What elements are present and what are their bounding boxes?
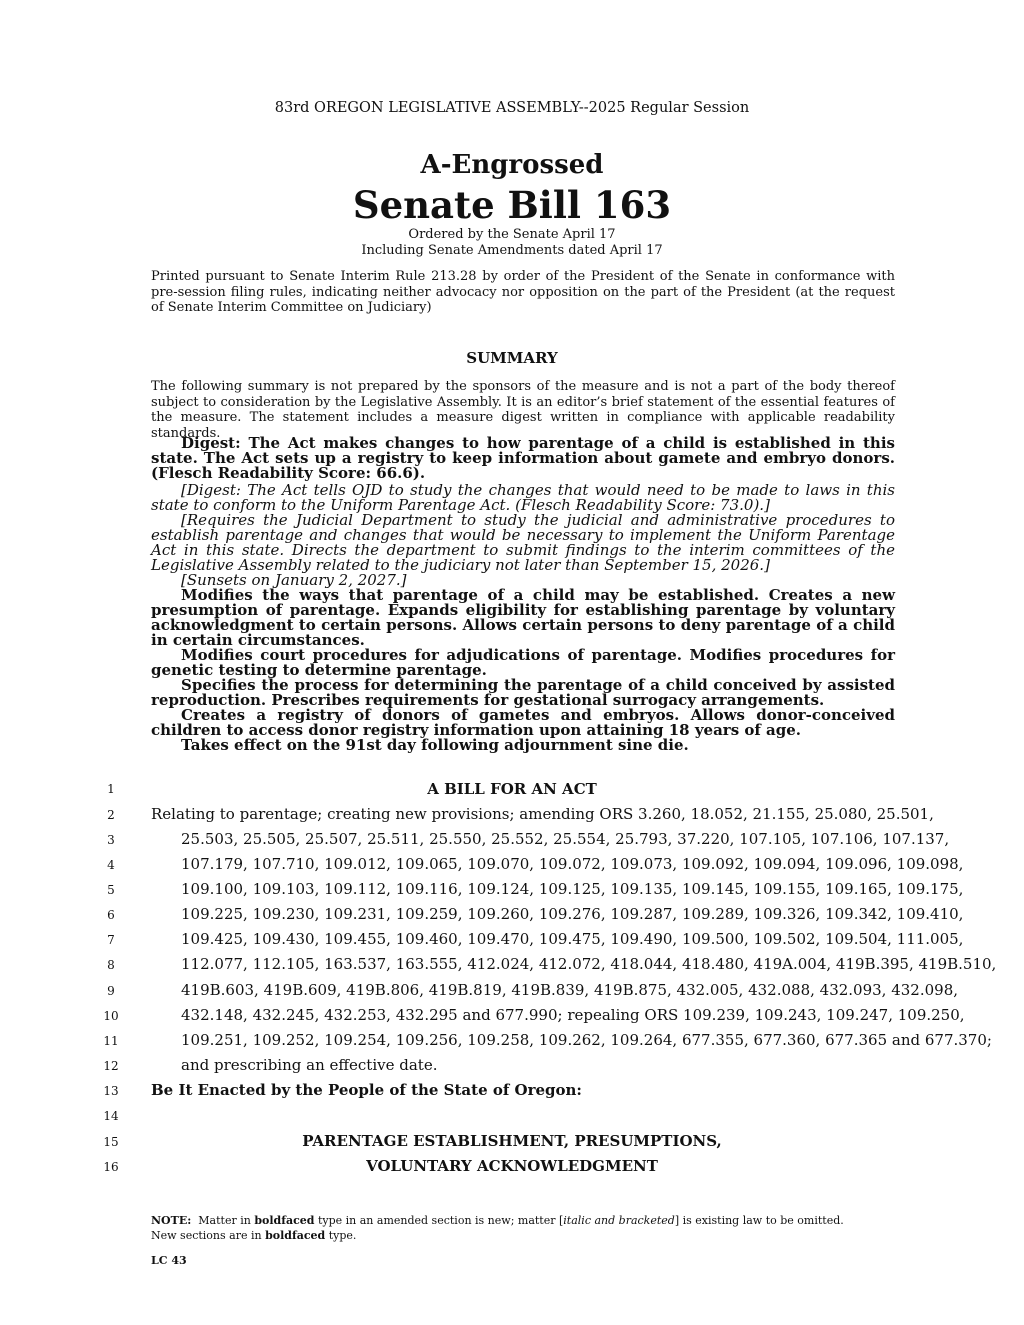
line-number: 2 bbox=[107, 808, 115, 822]
line-number: 6 bbox=[107, 908, 115, 922]
line-number: 15 bbox=[103, 1135, 119, 1149]
engrossed-label: A-Engrossed bbox=[420, 150, 604, 180]
requires-old: [Requires the Judicial Department to study the judicial and administrative procedures to establish parentage and changes that would be necessary to implement the Uniform Parentage Act in this state. Directs the department to submit findings to the interim committees of the Legislative Assembly related to the judiciary not later than September 15, 2026.] bbox=[151, 511, 895, 574]
sunsets-old: [Sunsets on January 2, 2027.] bbox=[181, 571, 407, 589]
bill-line: 112.077, 112.105, 163.537, 163.555, 412.024, 412.072, 418.044, 418.480, 419A.004, 419B.395, 419B.510, bbox=[181, 955, 997, 973]
summary-point-4: Creates a registry of donors of gametes and embryos. Allows donor-conceived children to access donor registry information upon attaining 18 years of age. bbox=[151, 706, 895, 739]
line-number: 7 bbox=[107, 933, 115, 947]
note-label: NOTE: bbox=[151, 1214, 192, 1227]
session-header: 83rd OREGON LEGISLATIVE ASSEMBLY--2025 Regular Session bbox=[274, 100, 750, 116]
bill-line: 107.179, 107.710, 109.012, 109.065, 109.070, 109.072, 109.073, 109.092, 109.094, 109.096, 109.098, bbox=[181, 855, 964, 873]
bill-line: 109.425, 109.430, 109.455, 109.460, 109.470, 109.475, 109.490, 109.500, 109.502, 109.504, 111.005, bbox=[181, 930, 964, 948]
bill-line: 25.503, 25.505, 25.507, 25.511, 25.550, 25.552, 25.554, 25.793, 37.220, 107.105, 107.106, 107.137, bbox=[181, 830, 950, 848]
lc-number: LC 43 bbox=[151, 1254, 187, 1267]
summary-point-2: Modifies court procedures for adjudications of parentage. Modifies procedures for genetic testing to determine parentage. bbox=[151, 646, 895, 679]
bill-line: and prescribing an effective date. bbox=[181, 1056, 438, 1074]
bill-title: Senate Bill 163 bbox=[352, 183, 672, 227]
enacting-clause: Be It Enacted by the People of the State of Oregon: bbox=[151, 1081, 582, 1099]
line-number: 10 bbox=[103, 1009, 119, 1023]
digest-old: [Digest: The Act tells OJD to study the changes that would need to be made to laws in this state to conform to the Uniform Parentage Act. (Flesch Readability Score: 73.0).] bbox=[151, 481, 895, 514]
line-number: 16 bbox=[103, 1160, 119, 1174]
printed-pursuant-text: Printed pursuant to Senate Interim Rule 213.28 by order of the President of the Senate in conformance with pre-session filing rules, indicating neither advocacy nor opposition on the part of the President (at the request of Senate Interim Committee on Judiciary) bbox=[151, 269, 895, 315]
bill-line: 432.148, 432.245, 432.253, 432.295 and 677.990; repealing ORS 109.239, 109.243, 109.247, 109.250, bbox=[181, 1006, 965, 1024]
ordered-line: Ordered by the Senate April 17 bbox=[408, 227, 616, 242]
line-number: 1 bbox=[107, 782, 115, 796]
line-number: 3 bbox=[107, 833, 115, 847]
including-line: Including Senate Amendments dated April 17 bbox=[361, 243, 663, 258]
line-number: 13 bbox=[103, 1084, 119, 1098]
summary-point-1: Modifies the ways that parentage of a child may be established. Creates a new presumption of parentage. Expands eligibility for establishing parentage by voluntary acknowledgment to certain persons. Allows certain persons to deny parentage of a child in certain circumstances. bbox=[151, 586, 895, 649]
bill-line: 419B.603, 419B.609, 419B.806, 419B.819, 419B.839, 419B.875, 432.005, 432.088, 432.093, 432.098, bbox=[181, 981, 959, 999]
line-number: 11 bbox=[103, 1034, 119, 1048]
section-heading: VOLUNTARY ACKNOWLEDGMENT bbox=[366, 1157, 658, 1175]
digest-new: Digest: The Act makes changes to how parentage of a child is established in this state. The Act sets up a registry to keep information about gamete and embryo donors. (Flesch Readability Score: 66.6). bbox=[151, 434, 895, 482]
bill-line: 109.251, 109.252, 109.254, 109.256, 109.258, 109.262, 109.264, 677.355, 677.360, 677.365 and 677.370; bbox=[181, 1031, 992, 1049]
bill-heading: A BILL FOR AN ACT bbox=[427, 780, 597, 798]
bill-line: 109.100, 109.103, 109.112, 109.116, 109.124, 109.125, 109.135, 109.145, 109.155, 109.165, 109.175, bbox=[181, 880, 964, 898]
bill-line: Relating to parentage; creating new provisions; amending ORS 3.260, 18.052, 21.155, 25.080, 25.501, bbox=[151, 805, 934, 823]
line-number: 5 bbox=[107, 883, 115, 897]
bill-line: 109.225, 109.230, 109.231, 109.259, 109.260, 109.276, 109.287, 109.289, 109.326, 109.342, 109.410, bbox=[181, 905, 964, 923]
editorial-note: NOTE: Matter in boldfaced type in an amended section is new; matter [italic and bracketed] is existing law to be omitted. New sections are in boldfaced type. bbox=[151, 1214, 844, 1242]
summary-heading: SUMMARY bbox=[466, 349, 558, 367]
section-heading: PARENTAGE ESTABLISHMENT, PRESUMPTIONS, bbox=[302, 1132, 722, 1150]
line-number: 14 bbox=[103, 1109, 119, 1123]
summary-point-3: Specifies the process for determining the parentage of a child conceived by assisted reproduction. Prescribes requirements for gestational surrogacy arrangements. bbox=[151, 676, 895, 709]
line-number: 12 bbox=[103, 1059, 119, 1073]
line-number: 4 bbox=[107, 858, 115, 872]
line-number: 8 bbox=[107, 958, 115, 972]
summary-point-5: Takes effect on the 91st day following adjournment sine die. bbox=[181, 736, 689, 754]
line-number: 9 bbox=[107, 984, 115, 998]
summary-intro: The following summary is not prepared by the sponsors of the measure and is not a part of the body thereof subject to consideration by the Legislative Assembly. It is an editor’s brief statement of the essential features of the measure. The statement includes a measure digest written in compliance with applicable readability standards. bbox=[151, 379, 895, 441]
